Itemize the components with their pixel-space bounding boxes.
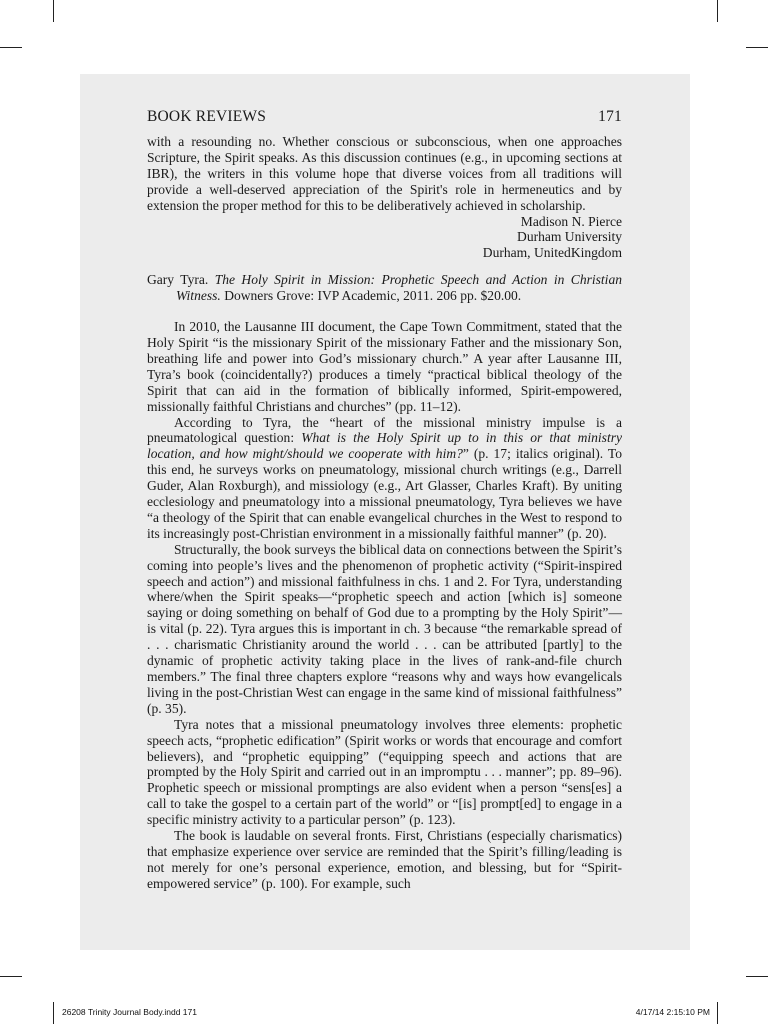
crop-mark bbox=[717, 1002, 718, 1024]
crop-mark bbox=[0, 47, 22, 48]
page-content bbox=[147, 108, 622, 892]
book-citation bbox=[147, 272, 622, 304]
running-header-title: BOOK REVIEWS bbox=[147, 108, 267, 125]
review-paragraph bbox=[147, 415, 622, 542]
review-paragraph: Structurally, the book surveys the biblical data on connections between the Spirit’s coming into people’s lives and the phenomenon of prophetic activity (“Spirit-inspired speech and action”) and missional faithfulness in chs. 1 and 2. For Tyra, understanding where/when the Spirit speaks—“prophetic speech and action [which is] someone saying or doing something on behalf of God due to a prompting by the Holy Spirit”—is vital (p. 22). Tyra argues this is important in ch. 3 because “the remarkable spread of . . . charismatic Christianity around the world . . . can be attributed [partly] to the dynamic of prophetic activity taking place in the lives of rank-and-file church members.” The final three chapters explore “reasons why and ways how evangelicals living in the post-Christian West can engage in the same kind of missional faithfulness” (p. 35). bbox=[147, 541, 622, 716]
crop-mark bbox=[53, 0, 54, 22]
review-paragraph: In 2010, the Lausanne III document, the Cape Town Commitment, stated that the Holy Spirit “is the missionary Spirit of the missionary Father and the missionary Son, breathing life and power into God’s missionary church.” A year after Lausanne III, Tyra’s book (coincidentally?) produces a timely “practical biblical theology of the Spirit that can aid in the formation of biblically informed, Spirit-empowered, missionally faithful Christians and churches” (pp. 11–12). bbox=[147, 319, 622, 414]
review-paragraph: The book is laudable on several fronts. First, Christians (especially charismatics) that emphasize experience over service are reminded that the Spirit’s filling/leading is not merely for one’s personal experience, emotion, and blessing, but for “Spirit-empowered service” (p. 100). For example, such bbox=[147, 828, 622, 891]
closing-paragraph: with a resounding no. Whether conscious or subconscious, when one approaches Scripture, the Spirit speaks. As this discussion continues (e.g., in upcoming sections at IBR), the writers in this volume hope that diverse voices from all traditions will provide a well-deserved appreciation of the Spirit's role in hermeneutics and by extension the proper method for this to be deliberatively achieved in scholarship. bbox=[147, 134, 622, 213]
reviewer-institution: Durham University bbox=[517, 229, 622, 245]
crop-mark bbox=[746, 47, 768, 48]
previous-review-ending bbox=[147, 134, 622, 214]
page-number: 171 bbox=[598, 108, 622, 125]
crop-mark bbox=[746, 976, 768, 977]
citation-author: Gary Tyra. bbox=[147, 272, 209, 288]
citation-title: The Holy Spirit in Mission: Prophetic Speech and Action in Christian Witness. bbox=[176, 272, 622, 304]
review-paragraph: Tyra notes that a missional pneumatology involves three elements: prophetic speech acts, “prophetic edification” (Spirit works or words that encourage and comfort believers), and “prophetic equipping” (“equipping speech and actions that are prompted by the Holy Spirit and carried out in an impromptu . . . manner”; pp. 89–96). Prophetic speech or missional promptings are also evident when a person “sens[es] a call to take the gospel to a certain part of the world” or “[is] prompt[ed] to engage in a specific ministry activity to a particular person” (p. 123). bbox=[147, 716, 622, 828]
citation-publication: Downers Grove: IVP Academic, 2011. 206 pp. $20.00. bbox=[224, 288, 522, 304]
crop-mark bbox=[0, 976, 22, 977]
review-body bbox=[147, 319, 622, 892]
reviewer-location: Durham, UnitedKingdom bbox=[482, 245, 622, 261]
crop-mark bbox=[717, 0, 718, 22]
slug-file-info: 26208 Trinity Journal Body.indd 171 bbox=[62, 1007, 197, 1017]
italic-quote: What is the Holy Spirit up to in this or that ministry location, and how might/should we cooperate with him? bbox=[147, 430, 623, 462]
slug-timestamp: 4/17/14 2:15:10 PM bbox=[635, 1007, 710, 1017]
running-header bbox=[147, 108, 622, 134]
paragraph-text: According to Tyra, the “heart of the missional ministry impulse is a pneumatological question: bbox=[147, 414, 622, 446]
reviewer-name: Madison N. Pierce bbox=[520, 213, 622, 229]
reviewer-signature bbox=[147, 214, 622, 262]
crop-mark bbox=[53, 1002, 54, 1024]
paragraph-text: ” (p. 17; italics original). To this end, he surveys works on pneumatology, missional church writings (e.g., Darrell Guder, Alan Roxburgh), and missiology (e.g., Art Glasser, Charles Kraft). By uniting ecclesiology and pneumatology into a missional pneumatology, Tyra believes we have “a theology of the Spirit that can enable evangelical churches in the West to respond to its increasingly post-Christian environment in a missionally faithful manner” (p. 20). bbox=[147, 446, 623, 541]
